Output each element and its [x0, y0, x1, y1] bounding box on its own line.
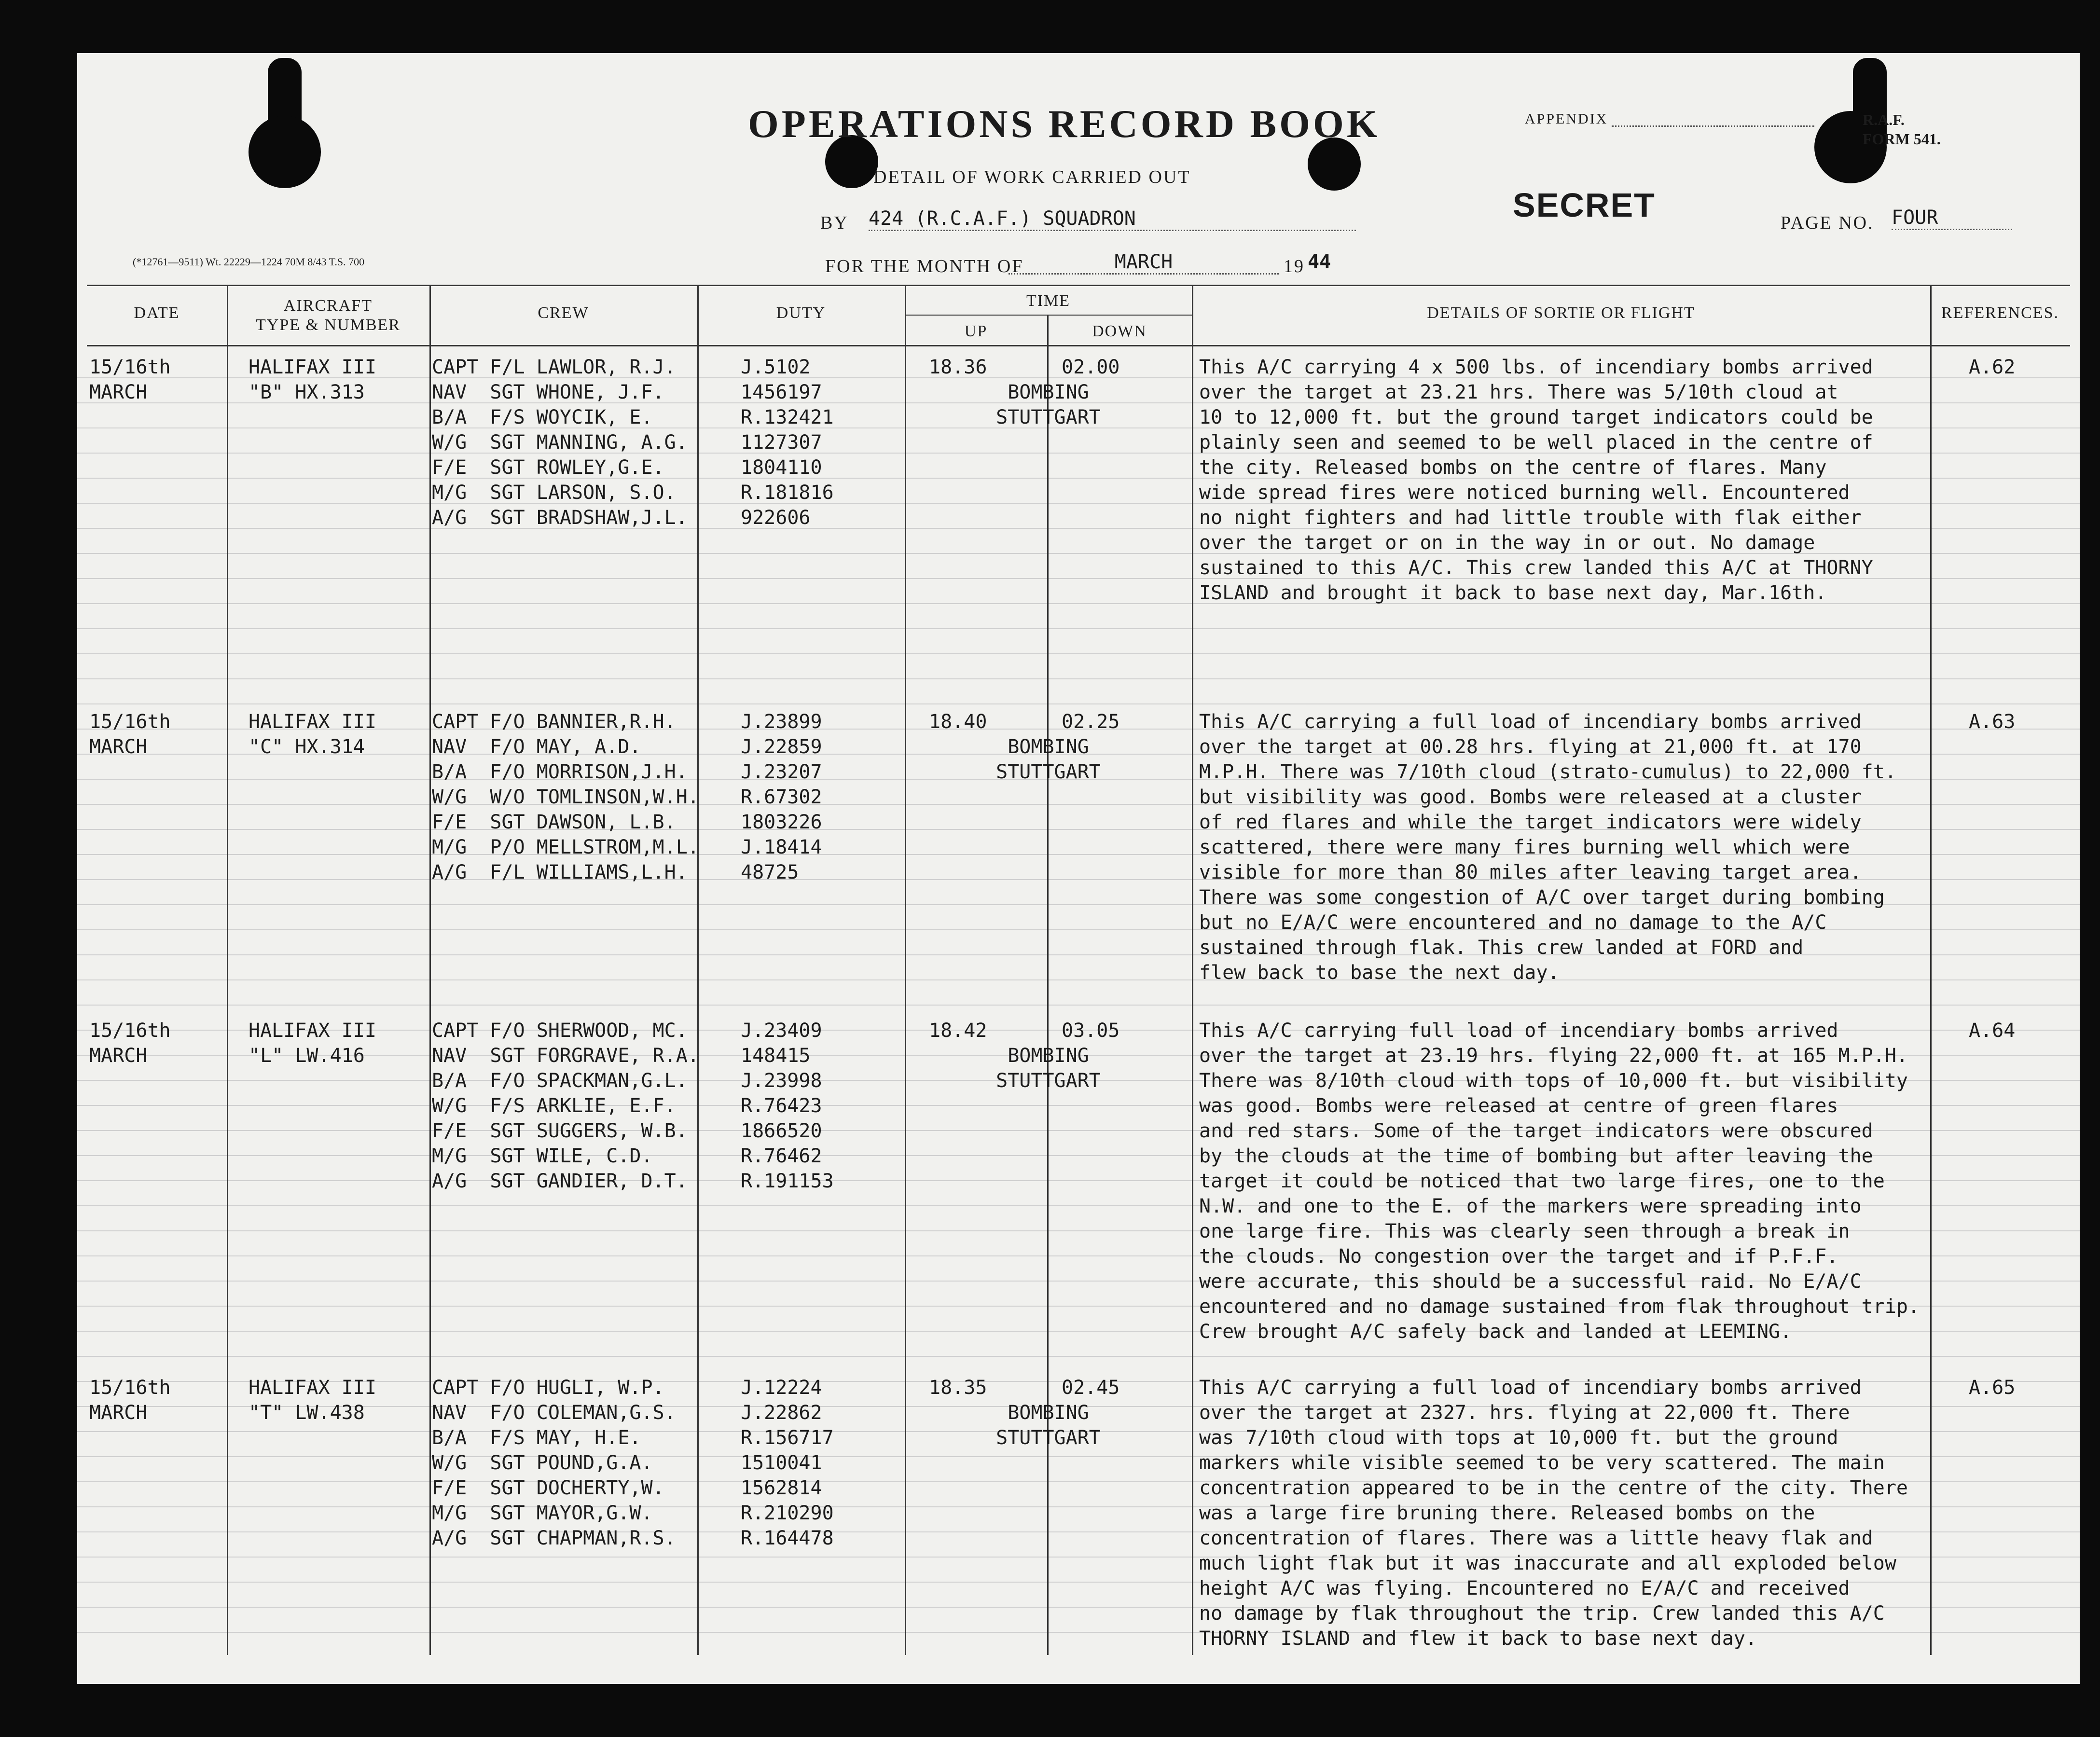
- line: 1562814: [741, 1477, 822, 1499]
- line: STUTTGART: [996, 406, 1101, 428]
- entry-time-up: 18.42: [929, 1020, 987, 1042]
- line: B/A F/O SPACKMAN,G.L.: [432, 1070, 688, 1092]
- line: CAPT F/L LAWLOR, R.J.: [432, 356, 676, 378]
- line: NAV F/O COLEMAN,G.S.: [432, 1402, 676, 1424]
- entry-duty: [905, 1375, 1192, 1450]
- line: THORNY ISLAND and flew it back to base next day.: [1199, 1627, 1757, 1650]
- line: STUTTGART: [996, 1427, 1101, 1449]
- raf-label: R.A.F.: [1863, 111, 1905, 128]
- line: W/G SGT POUND,G.A.: [432, 1452, 653, 1474]
- line: Crew brought A/C safely back and landed at LEEMING.: [1199, 1321, 1792, 1343]
- line: 1127307: [741, 431, 822, 454]
- line: over the target at 23.21 hrs. There was 5/10th cloud at: [1199, 381, 1838, 403]
- entry-aircraft: HALIFAX III "L" LW.416: [249, 1020, 376, 1067]
- entry-duty: [905, 355, 1192, 430]
- line: NAV SGT WHONE, J.F.: [432, 381, 664, 403]
- entry-service-numbers: [741, 355, 834, 530]
- line: STUTTGART: [996, 761, 1101, 783]
- line: ISLAND and brought it back to base next day, Mar.16th.: [1199, 582, 1827, 604]
- line: 10 to 12,000 ft. but the ground target indicators could be: [1199, 406, 1873, 428]
- line: over the target or on in the way in or out. No damage: [1199, 532, 1815, 554]
- line: J.5102: [741, 356, 811, 378]
- line: target it could be noticed that two large fires, one to the: [1199, 1170, 1885, 1192]
- col-divider-crew: [697, 285, 699, 1655]
- col-header-down: DOWN: [1092, 322, 1147, 340]
- line: of red flares and while the target indicators were widely: [1199, 811, 1862, 833]
- line: 1803226: [741, 811, 822, 833]
- entry-aircraft: HALIFAX III "B" HX.313: [249, 356, 376, 403]
- squadron-name: 424 (R.C.A.F.) SQUADRON: [869, 207, 1356, 231]
- appendix-label: APPENDIX: [1525, 111, 1608, 127]
- col-header-date: DATE: [134, 304, 180, 322]
- year-prefix: 19: [1284, 256, 1305, 276]
- line: 922606: [741, 507, 811, 529]
- line: N.W. and one to the E. of the markers were spreading into: [1199, 1195, 1862, 1217]
- line: CAPT F/O HUGLI, W.P.: [432, 1377, 664, 1399]
- line: M/G SGT MAYOR,G.W.: [432, 1502, 653, 1524]
- line: STUTTGART: [996, 1070, 1101, 1092]
- entry-reference: A.62: [1969, 356, 2016, 378]
- entry-details: [1199, 1375, 1952, 1651]
- table-top-border: [87, 285, 2070, 286]
- print-code: (*12761—9511) Wt. 22229—1224 70M 8/43 T.S. 700: [133, 256, 365, 268]
- table-header-border: [87, 345, 2070, 346]
- line: CAPT F/O BANNIER,R.H.: [432, 711, 676, 733]
- line: M/G SGT LARSON, S.O.: [432, 482, 676, 504]
- entry-time-up: 18.40: [929, 711, 987, 733]
- line: A/G F/L WILLIAMS,L.H.: [432, 861, 688, 883]
- line: concentration appeared to be in the centre of the city. There: [1199, 1477, 1908, 1499]
- entry-service-numbers: [741, 1375, 834, 1551]
- line: 1804110: [741, 456, 822, 479]
- col-divider-up: [1047, 315, 1049, 1655]
- secret-stamp: SECRET: [1513, 186, 1656, 224]
- line: R.210290: [741, 1502, 834, 1524]
- line: J.12224: [741, 1377, 822, 1399]
- ruled-line: [77, 1356, 2080, 1357]
- line: This A/C carrying a full load of incendiary bombs arrived: [1199, 711, 1862, 733]
- col-header-aircraft: AIRCRAFT: [283, 297, 373, 315]
- entry-service-numbers: [741, 1018, 834, 1194]
- line: This A/C carrying full load of incendiary bombs arrived: [1199, 1020, 1838, 1042]
- year-value: 44: [1308, 251, 1331, 273]
- line: 1456197: [741, 381, 822, 403]
- line: F/E SGT ROWLEY,G.E.: [432, 456, 664, 479]
- line: R.164478: [741, 1527, 834, 1549]
- line: R.67302: [741, 786, 822, 808]
- line: much light flak but it was inaccurate and all exploded below: [1199, 1552, 1896, 1574]
- line: over the target at 00.28 hrs. flying at 21,000 ft. at 170: [1199, 736, 1862, 758]
- entry-duty: [905, 1018, 1192, 1093]
- col-divider-date: [227, 285, 228, 1655]
- col-header-aircraft-type: TYPE & NUMBER: [256, 316, 401, 334]
- line: J.23899: [741, 711, 822, 733]
- line: R.132421: [741, 406, 834, 428]
- line: R.76462: [741, 1145, 822, 1167]
- record-sheet: [77, 53, 2080, 1684]
- line: the city. Released bombs on the centre of flares. Many: [1199, 456, 1827, 479]
- col-header-time: TIME: [1026, 292, 1071, 310]
- line: This A/C carrying a full load of incendiary bombs arrived: [1199, 1377, 1862, 1399]
- page-no-label: PAGE NO.: [1781, 213, 1874, 233]
- line: BOMBING: [1008, 1045, 1089, 1067]
- ruled-line: [77, 1005, 2080, 1006]
- line: B/A F/O MORRISON,J.H.: [432, 761, 688, 783]
- line: concentration of flares. There was a little heavy flak and: [1199, 1527, 1873, 1549]
- line: R.191153: [741, 1170, 834, 1192]
- line: J.23409: [741, 1020, 822, 1042]
- entry-time-down: 02.00: [1062, 356, 1120, 378]
- entry-time-down: 03.05: [1062, 1020, 1120, 1042]
- month-value: MARCH: [1009, 251, 1279, 275]
- line: the clouds. No congestion over the target and if P.F.F.: [1199, 1245, 1838, 1268]
- line: A/G SGT GANDIER, D.T.: [432, 1170, 688, 1192]
- entry-details: [1199, 355, 1952, 606]
- line: J.23998: [741, 1070, 822, 1092]
- line: M.P.H. There was 7/10th cloud (strato-cumulus) to 22,000 ft.: [1199, 761, 1896, 783]
- page-title: OPERATIONS RECORD BOOK: [748, 102, 1381, 146]
- col-divider-time: [1192, 285, 1193, 1655]
- line: were accurate, this should be a successful raid. No E/A/C: [1199, 1270, 1862, 1293]
- appendix-line: [1612, 125, 1814, 127]
- line: by the clouds at the time of bombing but after leaving the: [1199, 1145, 1873, 1167]
- line: M/G SGT WILE, C.D.: [432, 1145, 653, 1167]
- line: R.156717: [741, 1427, 834, 1449]
- entry-time-up: 18.36: [929, 356, 987, 378]
- line: 1510041: [741, 1452, 822, 1474]
- line: no night fighters and had little trouble with flak either: [1199, 507, 1862, 529]
- col-header-up: UP: [964, 322, 988, 340]
- line: flew back to base the next day.: [1199, 962, 1560, 984]
- line: A/G SGT BRADSHAW,J.L.: [432, 507, 688, 529]
- line: markers while visible seemed to be very scattered. The main: [1199, 1452, 1885, 1474]
- entry-date: 15/16th MARCH: [89, 1377, 171, 1424]
- line: sustained through flak. This crew landed at FORD and: [1199, 937, 1804, 959]
- col-header-references: REFERENCES.: [1941, 304, 2059, 322]
- entry-crew: [432, 1018, 699, 1194]
- entry-service-numbers: [741, 709, 822, 885]
- line: no damage by flak throughout the trip. Crew landed this A/C: [1199, 1602, 1885, 1625]
- line: was 7/10th cloud with tops at 10,000 ft. but the ground: [1199, 1427, 1838, 1449]
- punch-hole-left: [249, 116, 321, 188]
- line: over the target at 23.19 hrs. flying 22,000 ft. at 165 M.P.H.: [1199, 1045, 1908, 1067]
- entry-date: 15/16th MARCH: [89, 711, 171, 758]
- line: A/G SGT CHAPMAN,R.S.: [432, 1527, 676, 1549]
- line: F/E SGT DAWSON, L.B.: [432, 811, 676, 833]
- line: NAV F/O MAY, A.D.: [432, 736, 641, 758]
- line: BOMBING: [1008, 381, 1089, 403]
- line: B/A F/S WOYCIK, E.: [432, 406, 653, 428]
- line: but no E/A/C were encountered and no damage to the A/C: [1199, 911, 1827, 934]
- line: encountered and no damage sustained from flak throughout trip.: [1199, 1296, 1920, 1318]
- entry-time-down: 02.25: [1062, 711, 1120, 733]
- form-number: FORM 541.: [1863, 130, 1941, 148]
- line: M/G P/O MELLSTROM,M.L.: [432, 836, 699, 858]
- entry-details: [1199, 1018, 1952, 1344]
- line: W/G W/O TOMLINSON,W.H.: [432, 786, 699, 808]
- line: BOMBING: [1008, 1402, 1089, 1424]
- entry-reference: A.63: [1969, 711, 2016, 733]
- line: one large fire. This was clearly seen through a break in: [1199, 1220, 1850, 1242]
- month-label: FOR THE MONTH OF: [825, 256, 1024, 276]
- entry-reference: A.64: [1969, 1020, 2016, 1042]
- entry-time-down: 02.45: [1062, 1377, 1120, 1399]
- entry-crew: [432, 1375, 676, 1551]
- line: 1866520: [741, 1120, 822, 1142]
- line: R.76423: [741, 1095, 822, 1117]
- col-header-crew: CREW: [538, 304, 589, 322]
- line: W/G SGT MANNING, A.G.: [432, 431, 688, 454]
- line: W/G F/S ARKLIE, E.F.: [432, 1095, 676, 1117]
- page-no-value: FOUR: [1892, 207, 2012, 230]
- line: B/A F/S MAY, H.E.: [432, 1427, 641, 1449]
- line: scattered, there were many fires burning well which were: [1199, 836, 1850, 858]
- ruled-line: [77, 653, 2080, 654]
- entry-aircraft: HALIFAX III "T" LW.438: [249, 1377, 376, 1424]
- line: over the target at 2327. hrs. flying at 22,000 ft. There: [1199, 1402, 1850, 1424]
- line: wide spread fires were noticed burning well. Encountered: [1199, 482, 1850, 504]
- ruled-line: [77, 703, 2080, 704]
- entry-aircraft: HALIFAX III "C" HX.314: [249, 711, 376, 758]
- line: There was some congestion of A/C over target during bombing: [1199, 886, 1885, 909]
- line: and red stars. Some of the target indicators were obscured: [1199, 1120, 1873, 1142]
- entry-crew: [432, 709, 699, 885]
- col-header-details: DETAILS OF SORTIE OR FLIGHT: [1427, 304, 1695, 322]
- col-divider-aircraft: [429, 285, 431, 1655]
- line: visible for more than 80 miles after leaving target area.: [1199, 861, 1862, 883]
- line: was good. Bombs were released at centre of green flares: [1199, 1095, 1838, 1117]
- entry-date: 15/16th MARCH: [89, 356, 171, 403]
- col-header-duty: DUTY: [776, 304, 826, 322]
- line: This A/C carrying 4 x 500 lbs. of incendiary bombs arrived: [1199, 356, 1873, 378]
- line: J.22862: [741, 1402, 822, 1424]
- entry-reference: A.65: [1969, 1377, 2016, 1399]
- page-subtitle: DETAIL OF WORK CARRIED OUT: [873, 167, 1191, 187]
- ruled-line: [77, 628, 2080, 629]
- entry-duty: [905, 709, 1192, 785]
- line: J.23207: [741, 761, 822, 783]
- line: but visibility was good. Bombs were released at a cluster: [1199, 786, 1862, 808]
- entry-details: [1199, 709, 1952, 985]
- line: There was 8/10th cloud with tops of 10,000 ft. but visibility: [1199, 1070, 1908, 1092]
- line: R.181816: [741, 482, 834, 504]
- line: 148415: [741, 1045, 811, 1067]
- line: J.22859: [741, 736, 822, 758]
- line: BOMBING: [1008, 736, 1089, 758]
- line: sustained to this A/C. This crew landed this A/C at THORNY: [1199, 557, 1873, 579]
- line: J.18414: [741, 836, 822, 858]
- line: CAPT F/O SHERWOOD, MC.: [432, 1020, 688, 1042]
- line: height A/C was flying. Encountered no E/A/C and received: [1199, 1577, 1850, 1599]
- line: NAV SGT FORGRAVE, R.A.: [432, 1045, 699, 1067]
- line: was a large fire bruning there. Released bombs on the: [1199, 1502, 1815, 1524]
- line: F/E SGT DOCHERTY,W.: [432, 1477, 664, 1499]
- entry-date: 15/16th MARCH: [89, 1020, 171, 1067]
- line: plainly seen and seemed to be well placed in the centre of: [1199, 431, 1873, 454]
- entry-time-up: 18.35: [929, 1377, 987, 1399]
- by-label: BY: [820, 213, 849, 233]
- line: 48725: [741, 861, 799, 883]
- entry-crew: [432, 355, 688, 530]
- ruled-line: [77, 678, 2080, 679]
- line: F/E SGT SUGGERS, W.B.: [432, 1120, 688, 1142]
